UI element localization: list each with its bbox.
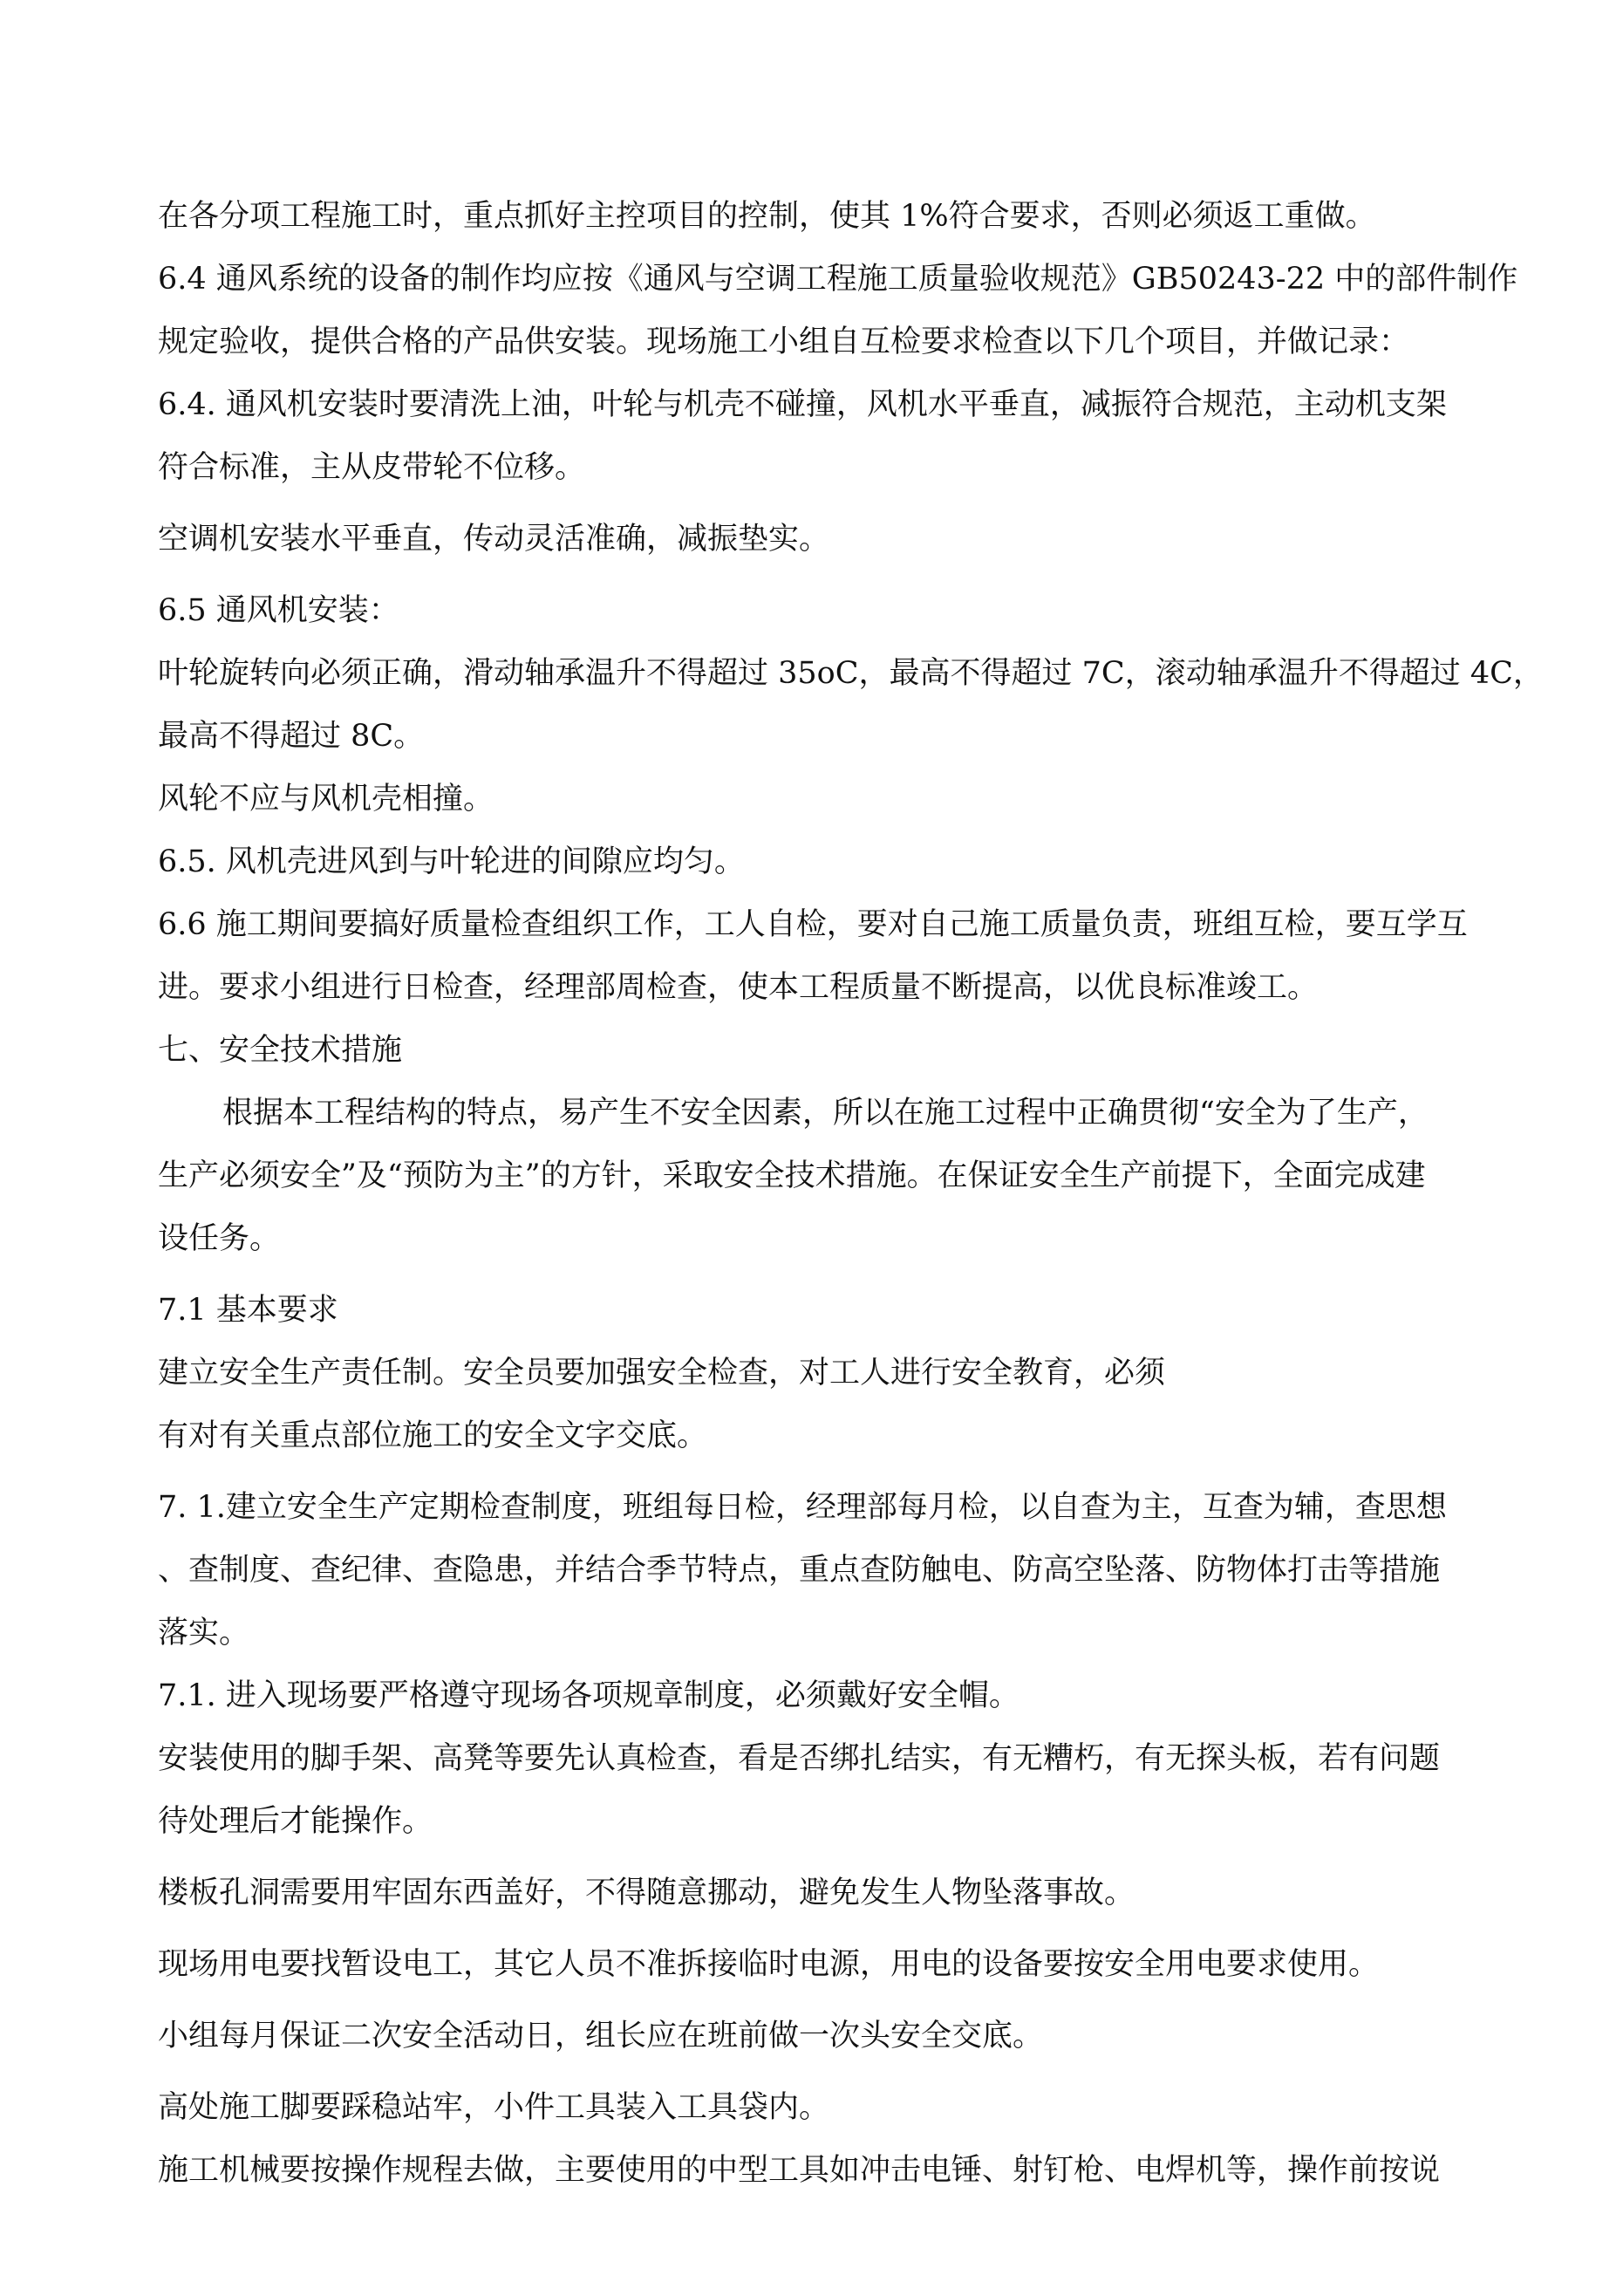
text-line: 生产必须安全”及“预防为主”的方针，采取安全技术措施。在保证安全生产前提下，全面完成建 [158, 1158, 1426, 1193]
text-line: 叶轮旋转向必须正确，滑动轴承温升不得超过 35oC，最高不得超过 7C，滚动轴承温升不得超过 4C， [158, 656, 1544, 691]
text-line: 空调机安装水平垂直，传动灵活准确，减振垫实。 [158, 522, 830, 557]
text-line: 6.6 施工期间要搞好质量检查组织工作，工人自检，要对自己施工质量负责，班组互检，要互学互 [158, 907, 1468, 942]
text-line: 风轮不应与风机壳相撞。 [158, 782, 494, 817]
text-line: 进。要求小组进行日检查，经理部周检查，使本工程质量不断提高，以优良标准竣工。 [158, 970, 1319, 1005]
text-line: 高处施工脚要踩稳站牢，小件工具装入工具袋内。 [158, 2090, 830, 2125]
text-line: 现场用电要找暂设电工，其它人员不准拆接临时电源，用电的设备要按安全用电要求使用。 [158, 1947, 1380, 1982]
text-line: 最高不得超过 8C。 [158, 719, 425, 754]
paragraph-first-line: 根据本工程结构的特点，易产生不安全因素，所以在施工过程中正确贯彻“安全为了生产， [222, 1096, 1429, 1131]
text-line: 7. 1.建立安全生产定期检查制度，班组每日检，经理部每月检，以自查为主，互查为辅，查思想 [158, 1490, 1447, 1525]
text-line: 在各分项工程施工时，重点抓好主控项目的控制，使其 1%符合要求，否则必须返工重做。 [158, 199, 1376, 234]
text-line: 待处理后才能操作。 [158, 1804, 433, 1839]
text-line: 有对有关重点部位施工的安全文字交底。 [158, 1418, 708, 1453]
section-heading: 6.5 通风机安装： [158, 593, 399, 628]
text-line: 、查制度、查纪律、查隐患，并结合季节特点，重点查防触电、防高空坠落、防物体打击等措施 [158, 1553, 1441, 1588]
text-line: 安装使用的脚手架、高凳等要先认真检查，看是否绑扎结实，有无糟朽，有无探头板，若有问题 [158, 1741, 1441, 1776]
text-line: 落实。 [158, 1616, 250, 1650]
text-line: 施工机械要按操作规程去做，主要使用的中型工具如冲击电锤、射钉枪、电焊机等，操作前按说 [158, 2153, 1441, 2188]
text-line: 7.1. 进入现场要严格遵守现场各项规章制度，必须戴好安全帽。 [158, 1678, 1019, 1713]
text-line: 规定验收，提供合格的产品供安装。现场施工小组自互检要求检查以下几个项目，并做记录： [158, 325, 1410, 359]
text-line: 小组每月保证二次安全活动日，组长应在班前做一次头安全交底。 [158, 2019, 1044, 2053]
text-line: 符合标准，主从皮带轮不位移。 [158, 450, 586, 485]
chapter-heading: 七、安全技术措施 [158, 1033, 403, 1068]
text-line: 6.4. 通风机安装时要清洗上油，叶轮与机壳不碰撞，风机水平垂直，减振符合规范，主动机支架 [158, 387, 1447, 422]
section-heading: 7.1 基本要求 [158, 1293, 338, 1328]
text-line: 6.5. 风机壳进风到与叶轮进的间隙应均匀。 [158, 844, 745, 879]
text-line: 设任务。 [158, 1221, 281, 1256]
text-line: 楼板孔洞需要用牢固东西盖好，不得随意挪动，避免发生人物坠落事故。 [158, 1876, 1135, 1910]
text-line: 6.4 通风系统的设备的制作均应按《通风与空调工程施工质量验收规范》GB50243-22 中的部件制作 [158, 262, 1518, 297]
text-line: 建立安全生产责任制。安全员要加强安全检查，对工人进行安全教育，必须 [158, 1356, 1166, 1391]
